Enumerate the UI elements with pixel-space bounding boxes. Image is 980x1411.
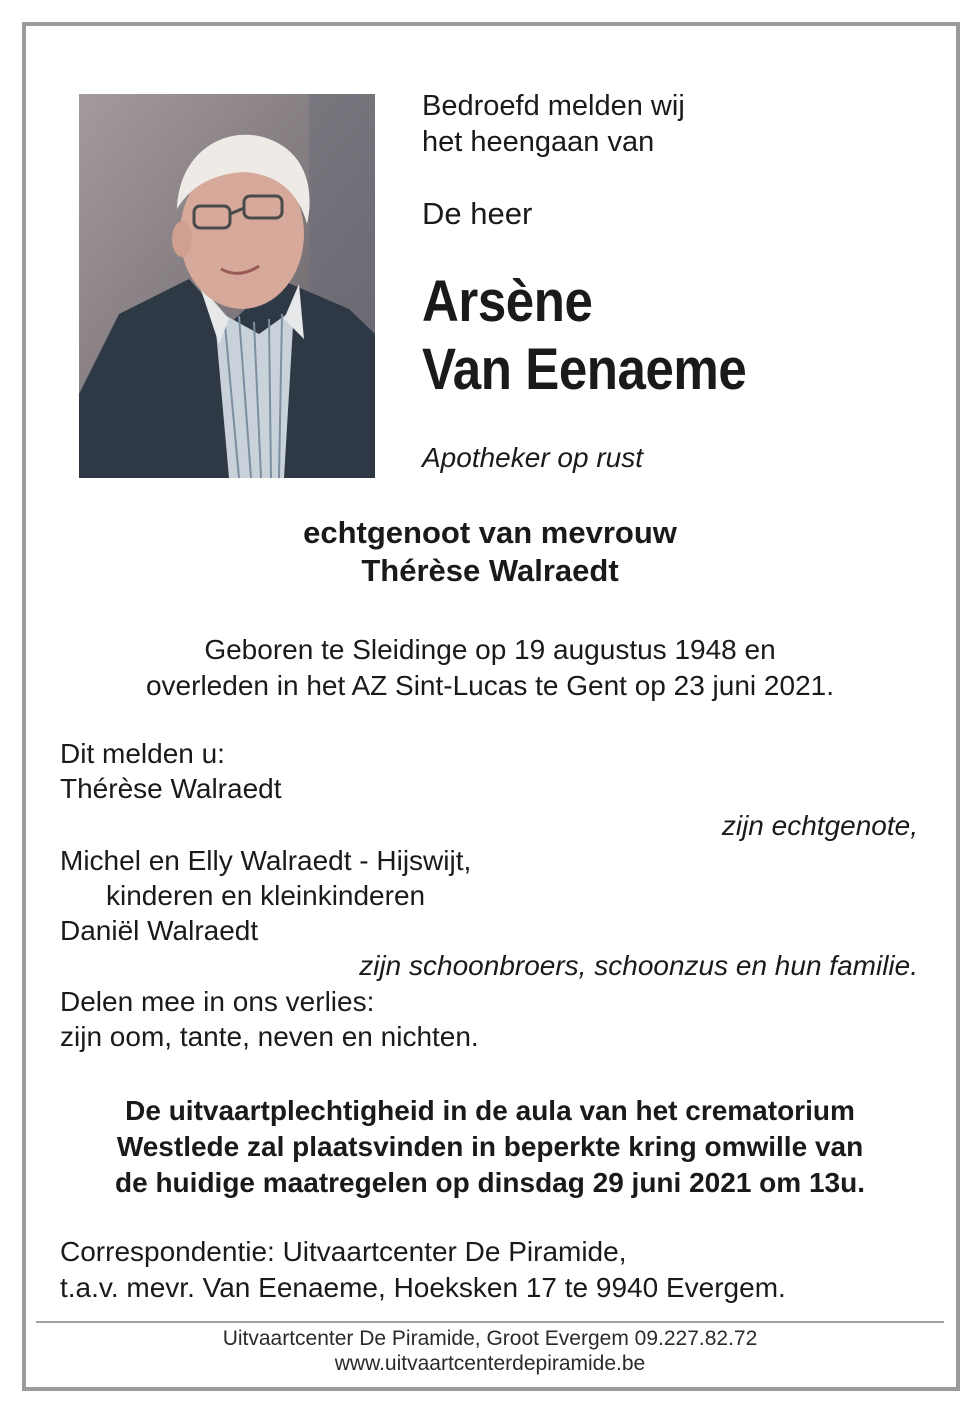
correspondence-line: Correspondentie: Uitvaartcenter De Piramide, <box>60 1236 627 1267</box>
footer <box>0 1326 980 1376</box>
profession: Apotheker op rust <box>422 442 644 473</box>
first-name: Arsène <box>422 269 593 334</box>
intro-line: het heengaan van <box>422 126 655 158</box>
correspondence <box>60 1234 786 1306</box>
family-children: Michel en Elly Walraedt - Hijswijt, <box>60 845 472 876</box>
honorific: De heer <box>422 196 533 231</box>
footer-contact: Uitvaartcenter De Piramide, Groot Evergem 09.227.82.72 <box>222 1327 758 1350</box>
correspondence-line: t.a.v. mevr. Van Eenaeme, Hoeksken 17 te 9940 Evergem. <box>60 1272 786 1303</box>
portrait-photo <box>79 94 375 478</box>
family-grandchildren: kinderen en kleinkinderen <box>106 880 426 911</box>
death-line: overleden in het AZ Sint-Lucas te Gent op 23 juni 2021. <box>145 670 834 701</box>
deceased-name <box>422 268 746 404</box>
family-relatives: zijn oom, tante, neven en nichten. <box>60 1021 479 1052</box>
family-heading: Dit melden u: <box>60 738 225 769</box>
intro-text <box>422 88 685 160</box>
funeral-announcement <box>0 1093 980 1201</box>
family-brother: Daniël Walraedt <box>60 915 259 946</box>
spouse-intro: echtgenoot van mevrouw <box>303 515 677 550</box>
intro-line: Bedroefd melden wij <box>422 90 685 122</box>
funeral-line: De uitvaartplechtigheid in de aula van het crematorium <box>125 1095 855 1126</box>
family-inlaws-role: zijn schoonbroers, schoonzus en hun familie. <box>359 950 918 981</box>
birth-death-text <box>0 632 980 704</box>
last-name: Van Eenaeme <box>422 337 747 402</box>
family-spouse: Thérèse Walraedt <box>60 773 282 804</box>
spouse-name: Thérèse Walraedt <box>361 553 619 588</box>
footer-divider <box>36 1321 944 1323</box>
funeral-line: de huidige maatregelen op dinsdag 29 juni 2021 om 13u. <box>115 1167 865 1198</box>
birth-line: Geboren te Sleidinge op 19 augustus 1948 en <box>204 634 776 665</box>
family-spouse-role: zijn echtgenote, <box>721 810 918 841</box>
footer-website: www.uitvaartcenterdepiramide.be <box>334 1352 646 1375</box>
funeral-line: Westlede zal plaatsvinden in beperkte kring omwille van <box>116 1131 864 1162</box>
spouse-block <box>0 514 980 590</box>
family-share-heading: Delen mee in ons verlies: <box>60 986 375 1017</box>
